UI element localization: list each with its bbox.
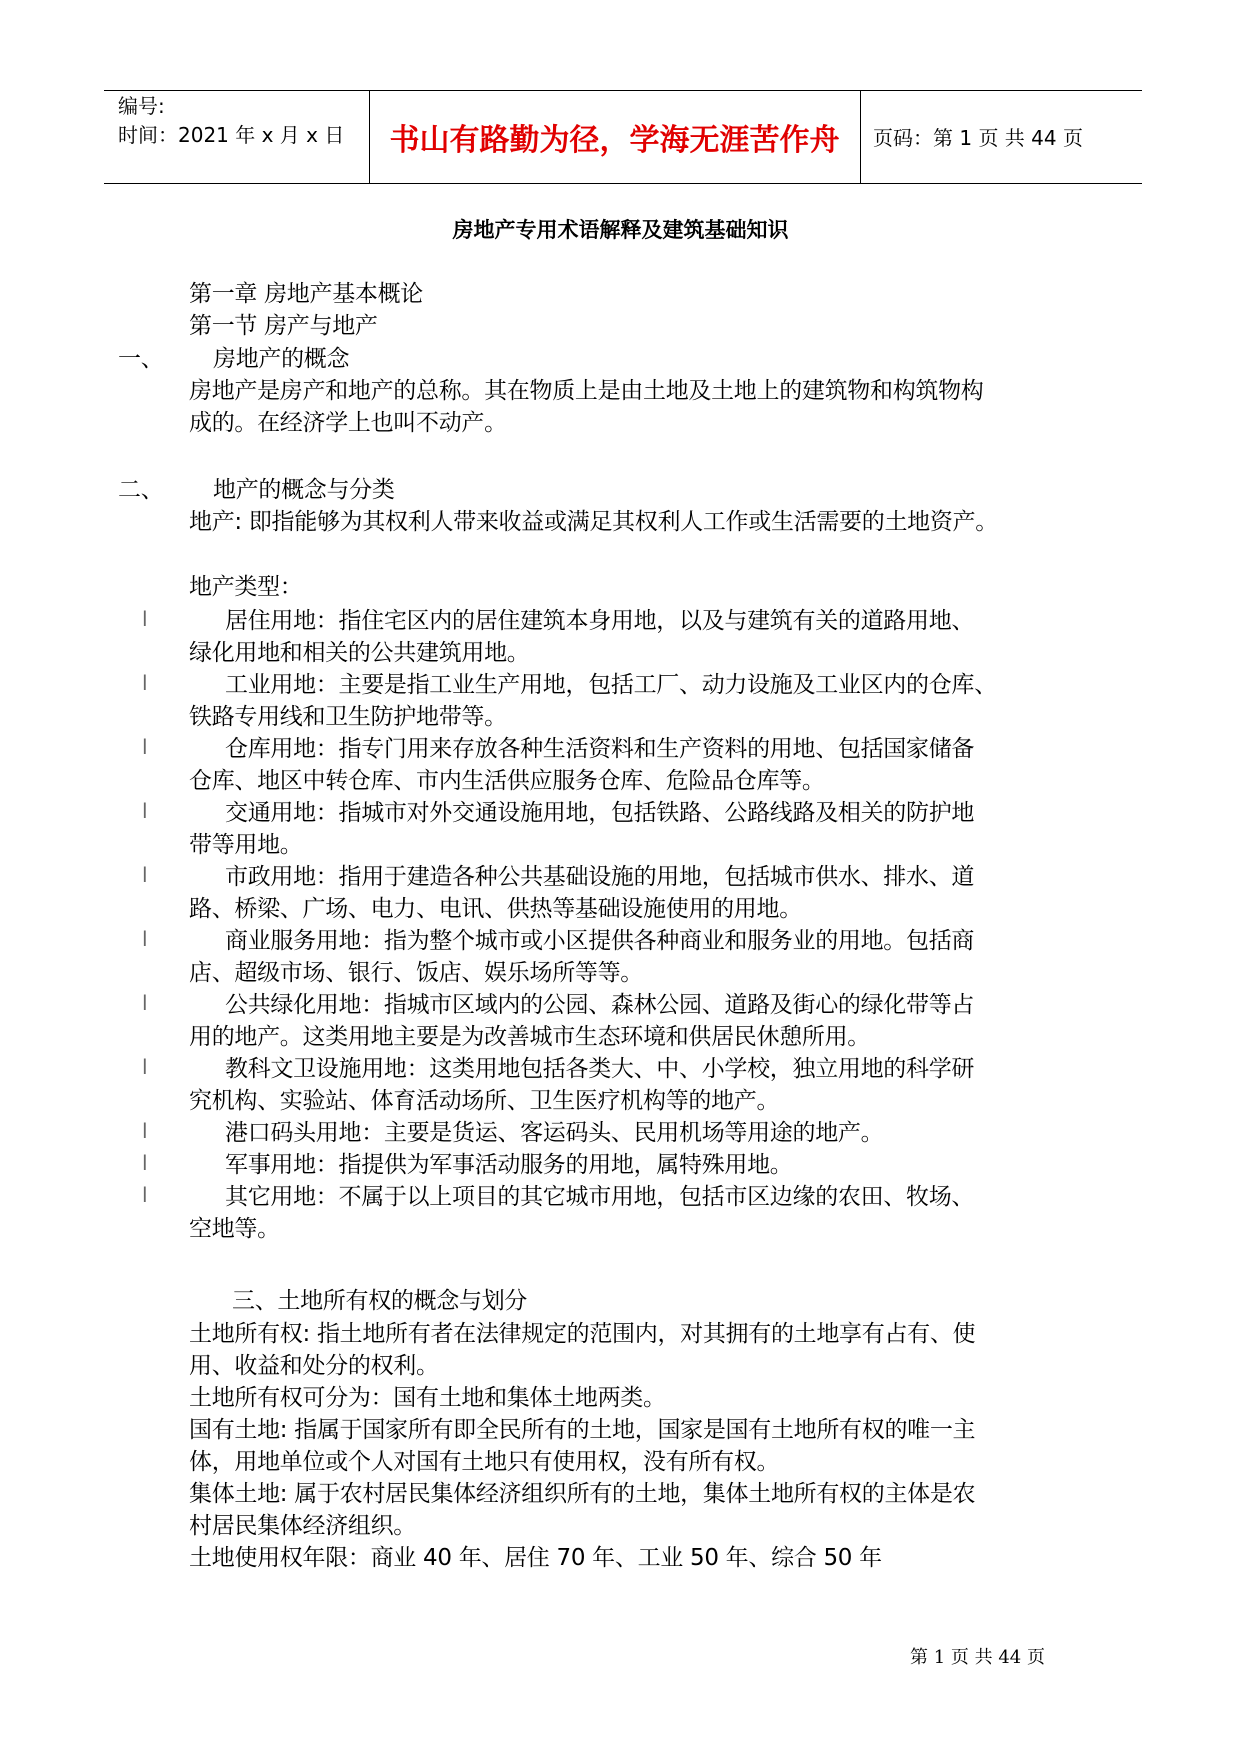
land-type-item: 商业服务用地：指为整个城市或小区提供各种商业和服务业的用地。包括商 bbox=[225, 928, 975, 954]
land-type-item: 港口码头用地：主要是货运、客运码头、民用机场等用途的地产。 bbox=[225, 1120, 884, 1146]
chapter-heading: 第一章 房地产基本概论 bbox=[189, 281, 424, 307]
section-heading: 第一节 房产与地产 bbox=[189, 313, 378, 339]
document-title: 房地产专用术语解释及建筑基础知识 bbox=[452, 217, 789, 242]
doc-number-label: 编号: bbox=[118, 94, 165, 118]
land-definition: 地产: 即指能够为其权利人带来收益或满足其权利人工作或生活需要的土地资产。 bbox=[189, 509, 998, 535]
land-types-label: 地产类型： bbox=[189, 574, 303, 600]
part1-heading: 房地产的概念 bbox=[213, 346, 350, 372]
paragraph-line: 成的。在经济学上也叫不动产。 bbox=[189, 410, 507, 436]
land-type-item: 工业用地：主要是指工业生产用地，包括工厂、动力设施及工业区内的仓库、 bbox=[225, 672, 997, 698]
land-type-item-continued: 店、超级市场、银行、饭店、娱乐场所等等。 bbox=[189, 960, 644, 986]
paragraph-line: 国有土地: 指属于国家所有即全民所有的土地，国家是国有土地所有权的唯一主 bbox=[189, 1417, 976, 1443]
header-bottom-rule bbox=[104, 183, 1142, 184]
land-type-item-continued: 用的地产。这类用地主要是为改善城市生态环境和供居民休憩所用。 bbox=[189, 1024, 871, 1050]
land-type-item-continued: 空地等。 bbox=[189, 1216, 280, 1242]
land-type-item-continued: 绿化用地和相关的公共建筑用地。 bbox=[189, 640, 530, 666]
list-bullet: l bbox=[142, 671, 148, 695]
paragraph-line: 用、收益和处分的权利。 bbox=[189, 1353, 439, 1379]
list-bullet: l bbox=[142, 1151, 148, 1175]
land-type-item: 市政用地：指用于建造各种公共基础设施的用地，包括城市供水、排水、道 bbox=[225, 864, 975, 890]
land-type-item: 交通用地：指城市对外交通设施用地，包括铁路、公路线路及相关的防护地 bbox=[225, 800, 975, 826]
land-type-item-continued: 仓库、地区中转仓库、市内生活供应服务仓库、危险品仓库等。 bbox=[189, 768, 825, 794]
list-bullet: l bbox=[142, 735, 148, 759]
land-type-item: 其它用地：不属于以上项目的其它城市用地，包括市区边缘的农田、牧场、 bbox=[225, 1184, 975, 1210]
part2-number: 二、 bbox=[118, 477, 164, 503]
part1-number: 一、 bbox=[118, 346, 164, 372]
list-bullet: l bbox=[142, 607, 148, 631]
land-type-item-continued: 路、桥梁、广场、电力、电讯、供热等基础设施使用的用地。 bbox=[189, 896, 802, 922]
land-type-item: 教科文卫设施用地：这类用地包括各类大、中、小学校，独立用地的科学研 bbox=[225, 1056, 975, 1082]
page-footer: 第 1 页 共 44 页 bbox=[910, 1647, 1045, 1668]
doc-time-label: 时间：2021 年 x 月 x 日 bbox=[118, 123, 345, 147]
land-type-item: 军事用地：指提供为军事活动服务的用地，属特殊用地。 bbox=[225, 1152, 793, 1178]
header-divider-right bbox=[860, 90, 861, 183]
part3-heading: 三、土地所有权的概念与划分 bbox=[232, 1288, 528, 1314]
land-type-item-continued: 铁路专用线和卫生防护地带等。 bbox=[189, 704, 507, 730]
land-type-item: 仓库用地：指专门用来存放各种生活资料和生产资料的用地、包括国家储备 bbox=[225, 736, 975, 762]
land-type-item-continued: 究机构、实验站、体育活动场所、卫生医疗机构等的地产。 bbox=[189, 1088, 780, 1114]
list-bullet: l bbox=[142, 1183, 148, 1207]
list-bullet: l bbox=[142, 991, 148, 1015]
paragraph-line: 村居民集体经济组织。 bbox=[189, 1513, 417, 1539]
list-bullet: l bbox=[142, 1055, 148, 1079]
paragraph-line: 土地使用权年限：商业 40 年、居住 70 年、工业 50 年、综合 50 年 bbox=[189, 1545, 882, 1571]
list-bullet: l bbox=[142, 799, 148, 823]
paragraph-line: 集体土地: 属于农村居民集体经济组织所有的土地，集体土地所有权的主体是农 bbox=[189, 1481, 976, 1507]
land-type-item: 公共绿化用地：指城市区域内的公园、森林公园、道路及街心的绿化带等占 bbox=[225, 992, 975, 1018]
land-type-item-continued: 带等用地。 bbox=[189, 832, 303, 858]
header-page-info: 页码：第 1 页 共 44 页 bbox=[873, 126, 1083, 150]
paragraph-line: 土地所有权可分为：国有土地和集体土地两类。 bbox=[189, 1385, 666, 1411]
header-left-cell bbox=[118, 92, 344, 150]
land-type-item: 居住用地：指住宅区内的居住建筑本身用地，以及与建筑有关的道路用地、 bbox=[225, 608, 975, 634]
paragraph-line: 体，用地单位或个人对国有土地只有使用权，没有所有权。 bbox=[189, 1449, 780, 1475]
part2-heading: 地产的概念与分类 bbox=[213, 477, 395, 503]
header-motto: 书山有路勤为径，学海无涯苦作舟 bbox=[389, 122, 840, 158]
paragraph-line: 房地产是房产和地产的总称。其在物质上是由土地及土地上的建筑物和构筑物构 bbox=[189, 378, 984, 404]
paragraph-line: 土地所有权: 指土地所有者在法律规定的范围内，对其拥有的土地享有占有、使 bbox=[189, 1321, 976, 1347]
list-bullet: l bbox=[142, 1119, 148, 1143]
list-bullet: l bbox=[142, 927, 148, 951]
list-bullet: l bbox=[142, 863, 148, 887]
